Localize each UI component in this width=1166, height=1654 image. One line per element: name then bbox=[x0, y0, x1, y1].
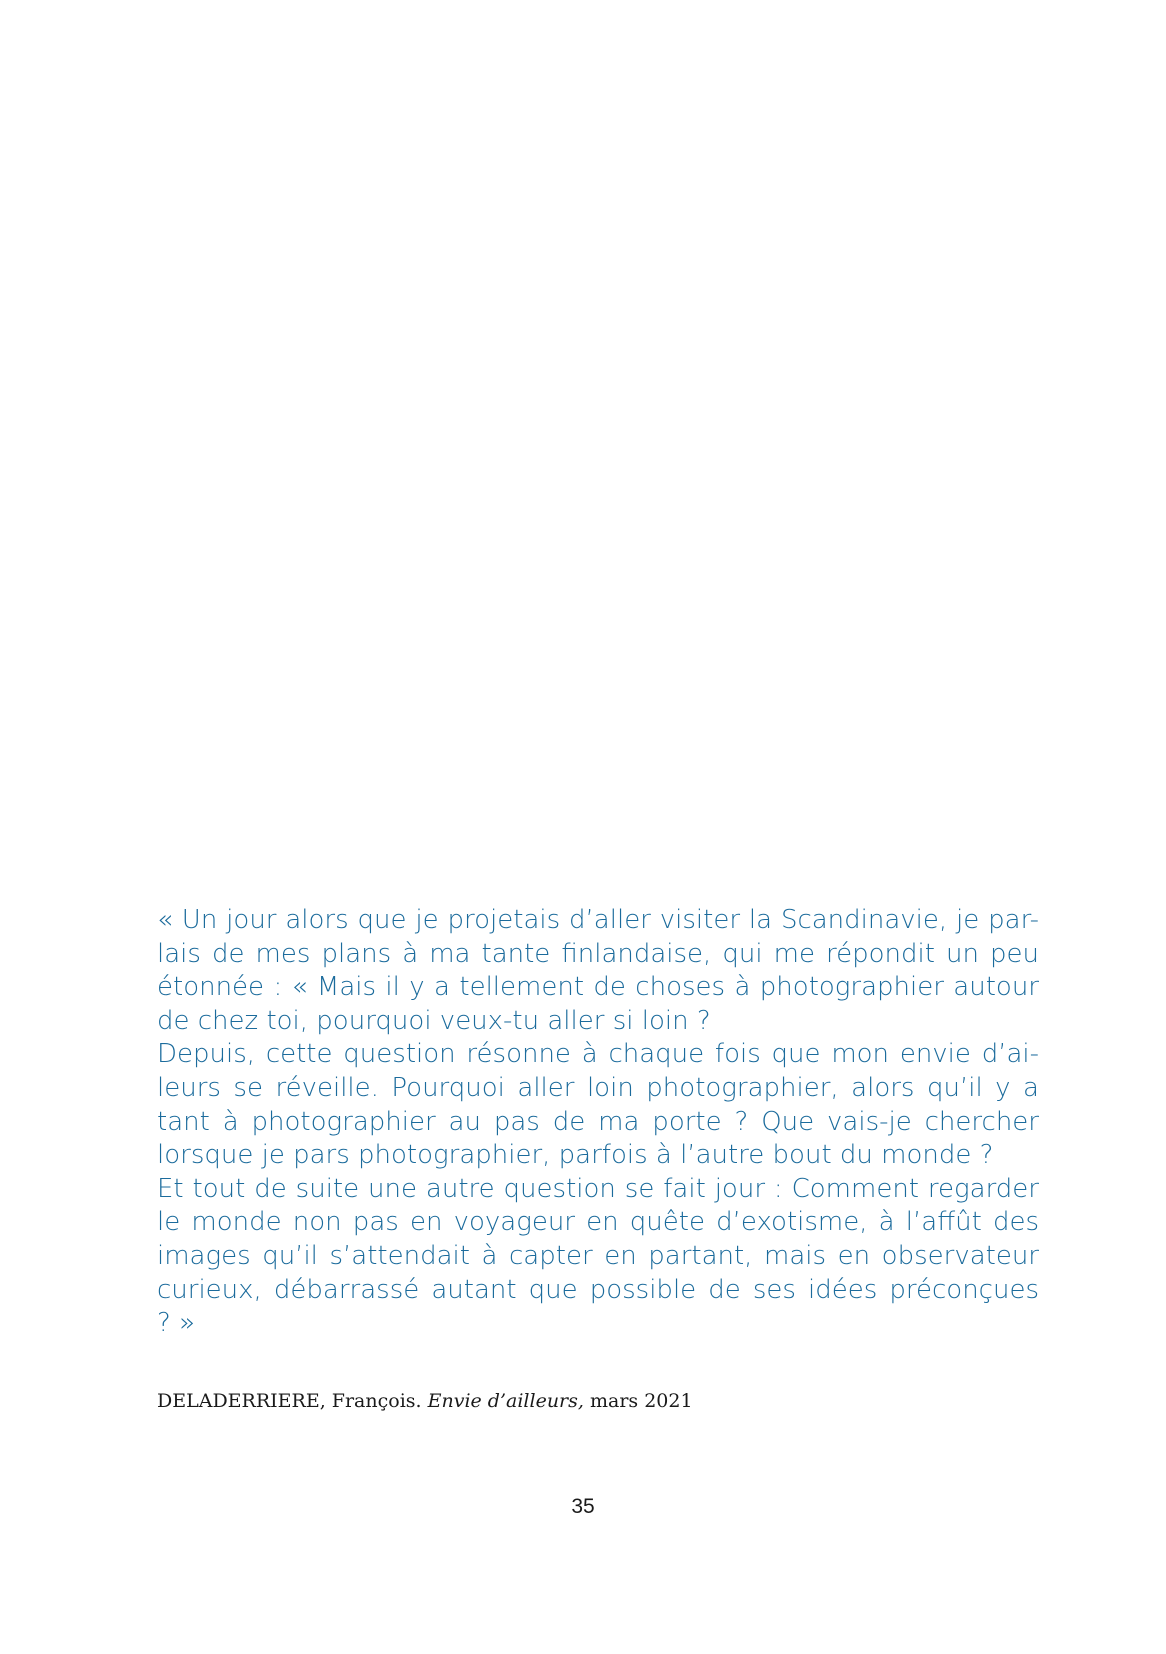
citation-author: DELADERRIERE, François. bbox=[157, 1390, 422, 1412]
quote-line: lorsque je pars photographier, parfois à l’autre bout du monde ? bbox=[157, 1140, 994, 1171]
quote-line: le monde non pas en voyageur en quête d’exotisme, à l’affût des bbox=[157, 1207, 1039, 1238]
quote-line: images qu’il s’attendait à capter en partant, mais en observateur bbox=[157, 1240, 1039, 1271]
quote-line: Depuis, cette question résonne à chaque fois que mon envie d’ai- bbox=[157, 1039, 1039, 1070]
quote-line: Et tout de suite une autre question se fait jour : Comment regarder bbox=[157, 1173, 1039, 1204]
citation bbox=[157, 1389, 693, 1413]
quote-line: ? » bbox=[157, 1308, 195, 1339]
quote-line: « Un jour alors que je projetais d’aller visiter la Scandinavie, je par- bbox=[157, 905, 1039, 935]
citation-date: mars 2021 bbox=[589, 1390, 693, 1412]
citation-title: Envie d’ailleurs, bbox=[427, 1390, 584, 1412]
quote-line: curieux, débarrassé autant que possible de ses idées préconçues bbox=[157, 1274, 1039, 1305]
quote-line: tant à photographier au pas de ma porte ? Que vais-je chercher bbox=[157, 1106, 1039, 1137]
page-number: 35 bbox=[571, 1495, 595, 1518]
quote-line: lais de mes plans à ma tante finlandaise, qui me répondit un peu bbox=[157, 938, 1039, 969]
quote-line: de chez toi, pourquoi veux-tu aller si loin ? bbox=[157, 1005, 711, 1036]
quote-block bbox=[157, 904, 1039, 1341]
quote-line: étonnée : « Mais il y a tellement de choses à photographier autour bbox=[157, 972, 1039, 1003]
quote-line: leurs se réveille. Pourquoi aller loin photographier, alors qu’il y a bbox=[157, 1072, 1039, 1103]
